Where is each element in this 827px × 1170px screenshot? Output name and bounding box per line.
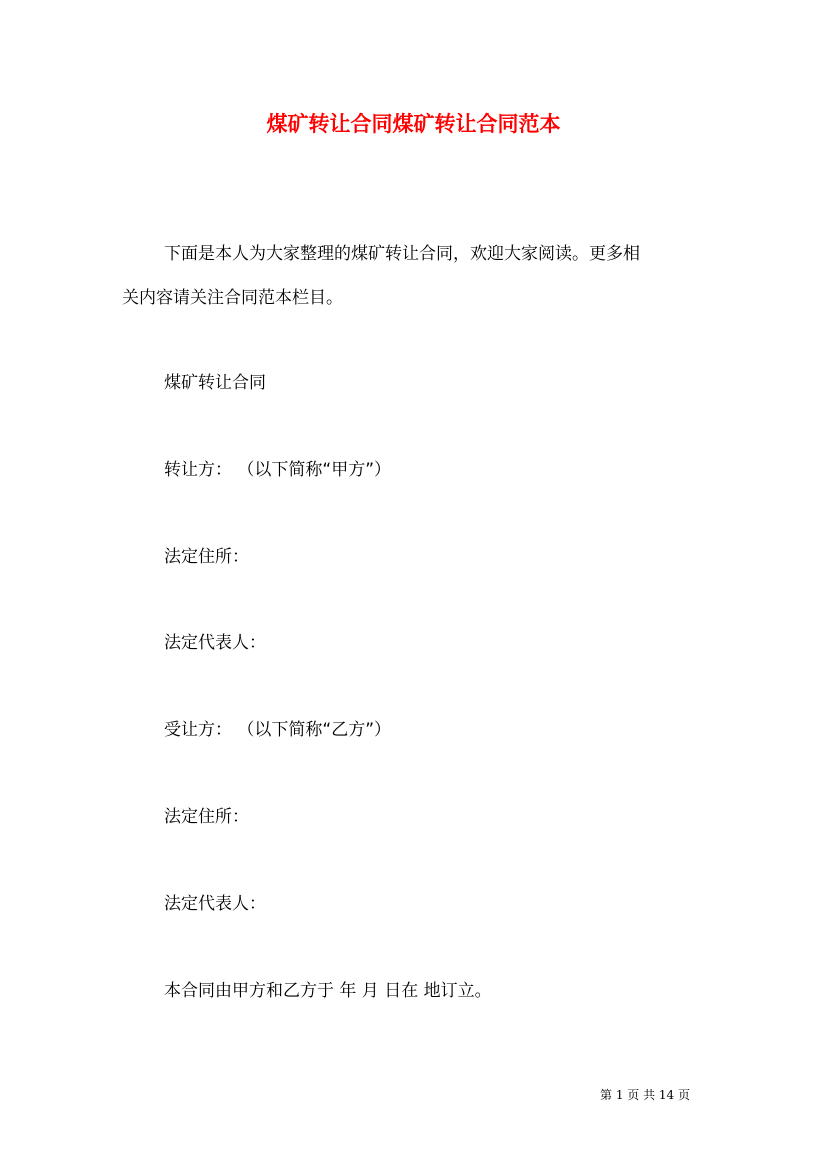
- contract-signing-line: 本合同由甲方和乙方于 年 月 日在 地订立。: [164, 981, 492, 1001]
- intro-line-1: 下面是本人为大家整理的煤矿转让合同，欢迎大家阅读。更多相: [164, 244, 640, 264]
- transferee-representative-line: 法定代表人：: [164, 894, 266, 914]
- contract-heading: 煤矿转让合同: [164, 373, 266, 393]
- document-title: 煤矿转让合同煤矿转让合同范本: [266, 111, 561, 136]
- transferor-representative-line: 法定代表人：: [164, 633, 266, 653]
- transferor-address-line: 法定住所：: [164, 547, 249, 567]
- transferee-address-line: 法定住所：: [164, 807, 249, 827]
- page-number: 第 1 页 共 14 页: [600, 1088, 690, 1102]
- transferee-line: 受让方： （以下简称“乙方”）: [164, 720, 392, 740]
- intro-line-2: 关内容请关注合同范本栏目。: [122, 288, 343, 308]
- transferor-line: 转让方： （以下简称“甲方”）: [164, 460, 392, 480]
